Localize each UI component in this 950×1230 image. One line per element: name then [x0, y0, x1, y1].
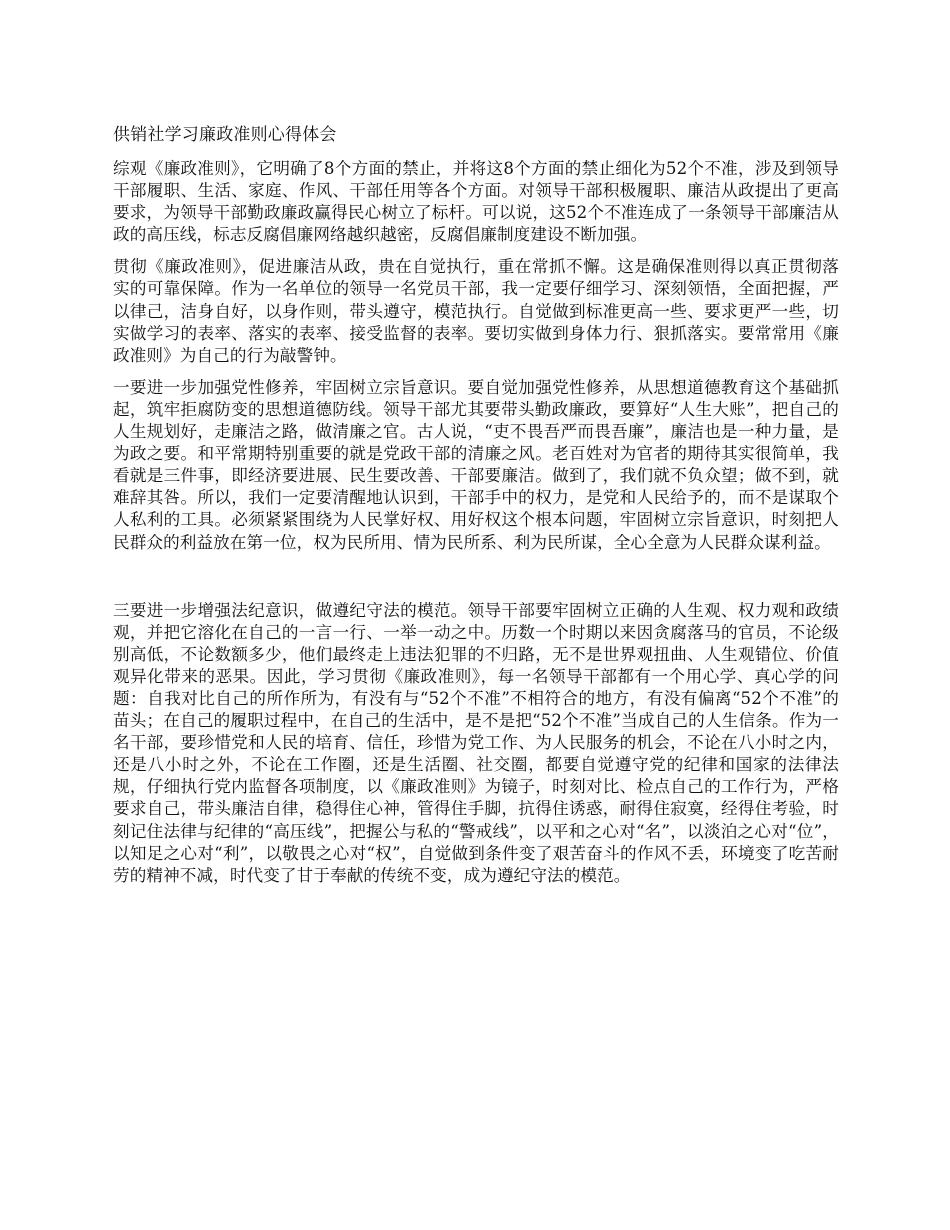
- document-page: [113, 124, 839, 897]
- paragraph-implementation: 贯彻《廉政准则》，促进廉洁从政，贵在自觉执行，重在常抓不懈。这是确保准则得以真正贯彻落实的可靠保障。作为一名单位的领导一名党员干部，我一定要仔细学习、深刻领悟，全面把握，严以律己，洁身自好，以身作则，带头遵守，模范执行。自觉做到标准更高一些、要求更严一些，切实做学习的表率、落实的表率、接受监督的表率。要切实做到身体力行、狠抓落实。要常常用《廉政准则》为自己的行为敲警钟。: [113, 257, 839, 365]
- paragraph-gap: [113, 564, 839, 600]
- document-title: 供销社学习廉政准则心得体会: [113, 125, 337, 145]
- paragraph-overview: 综观《廉政准则》，它明确了8个方面的禁止，并将这8个方面的禁止细化为52个不准，涉及到领导干部履职、生活、家庭、作风、干部任用等各个方面。对领导干部积极履职、廉洁从政提出了更高要求，为领导干部勤政廉政赢得民心树立了标杆。可以说，这52个不准连成了一条领导干部廉洁从政的高压线，标志反腐倡廉网络越织越密，反腐倡廉制度建设不断加强。: [113, 159, 839, 245]
- paragraph-party-spirit: 一要进一步加强党性修养，牢固树立宗旨意识。要自觉加强党性修养，从思想道德教育这个基础抓起，筑牢拒腐防变的思想道德防线。领导干部尤其要带头勤政廉政，要算好“人生大账”，把自己的人生规划好，走廉洁之路，做清廉之官。古人说，“吏不畏吾严而畏吾廉”，廉洁也是一种力量，是为政之要。和平常期特别重要的就是党政干部的清廉之风。老百姓对为官者的期待其实很简单，我看就是三件事，即经济要进展、民生要改善、干部要廉洁。做到了，我们就不负众望；做不到，就难辞其咎。所以，我们一定要清醒地认识到，干部手中的权力，是党和人民给予的，而不是谋取个人私利的工具。必须紧紧围绕为人民掌好权、用好权这个根本问题，牢固树立宗旨意识，时刻把人民群众的利益放在第一位，权为民所用、情为民所系、利为民所谋，全心全意为人民群众谋利益。: [113, 377, 839, 552]
- paragraph-discipline: 三要进一步增强法纪意识，做遵纪守法的模范。领导干部要牢固树立正确的人生观、权力观和政绩观，并把它溶化在自己的一言一行、一举一动之中。历数一个时期以来因贪腐落马的官员，不论级别高低，不论数额多少，他们最终走上违法犯罪的不归路，无不是世界观扭曲、人生观错位、价值观异化带来的恶果。因此，学习贯彻《廉政准则》，每一名领导干部都有一个用心学、真心学的问题：自我对比自己的所作所为，有没有与“52个不准”不相符合的地方，有没有偏离“52个不准”的苗头；在自己的履职过程中，在自己的生活中，是不是把“52个不准”当成自己的人生信条。作为一名干部，要珍惜党和人民的培育、信任，珍惜为党工作、为人民服务的机会，不论在八小时之内，还是八小时之外，不论在工作圈，还是生活圈、社交圈，都要自觉遵守党的纪律和国家的法律法规，仔细执行党内监督各项制度，以《廉政准则》为镜子，时刻对比、检点自己的工作行为，严格要求自己，带头廉洁自律，稳得住心神，管得住手脚，抗得住诱惑，耐得住寂寞，经得住考验，时刻记住法律与纪律的“高压线”，把握公与私的“警戒线”，以平和之心对“名”，以淡泊之心对“位”，以知足之心对“利”，以敬畏之心对“权”，自觉做到条件变了艰苦奋斗的作风不丢，环境变了吃苦耐劳的精神不减，时代变了甘于奉献的传统不变，成为遵纪守法的模范。: [113, 600, 839, 885]
